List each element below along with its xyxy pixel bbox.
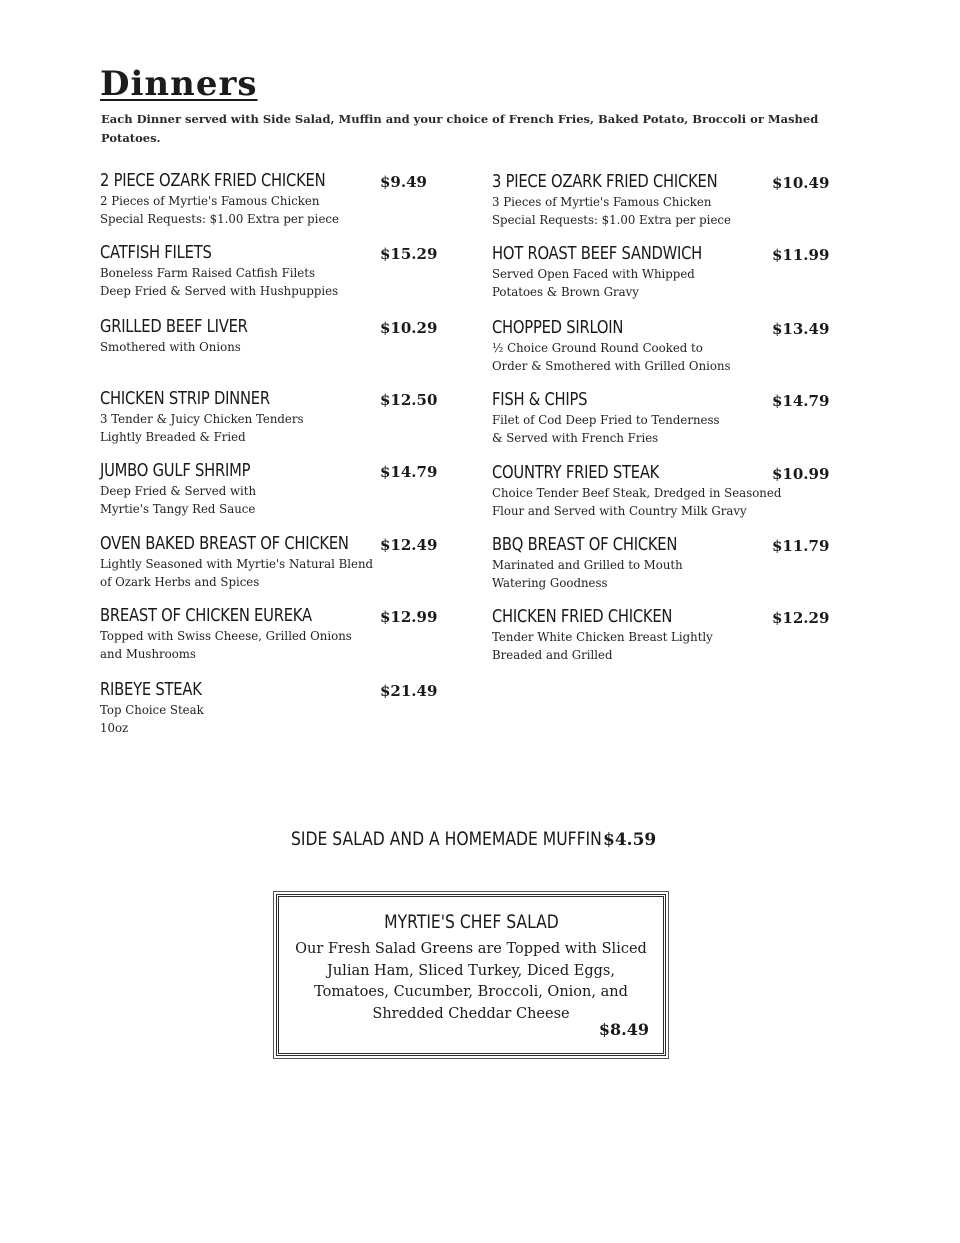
item-price: $11.79 xyxy=(772,537,830,555)
item-description xyxy=(100,192,420,228)
item-description xyxy=(492,193,812,229)
description-line: Tomatoes, Cucumber, Broccoli, Onion, and xyxy=(314,984,628,1000)
description-line: Julian Ham, Sliced Turkey, Diced Eggs, xyxy=(327,962,615,979)
chef-salad-title xyxy=(279,911,663,933)
item-description xyxy=(100,482,420,518)
item-price: $15.29 xyxy=(380,245,438,263)
description-line: Potatoes & Brown Gravy xyxy=(492,284,639,299)
item-description xyxy=(100,701,420,737)
item-price: $12.29 xyxy=(772,609,830,627)
item-name: BREAST OF CHICKEN EUREKA xyxy=(100,605,312,626)
item-name: OVEN BAKED BREAST OF CHICKEN xyxy=(100,533,349,554)
item-name: CHOPPED SIRLOIN xyxy=(492,317,624,338)
combo-price: $4.59 xyxy=(603,830,657,850)
description-line: Lightly Seasoned with Myrtie's Natural Blend xyxy=(100,556,374,571)
description-line: Deep Fried & Served with xyxy=(100,483,257,498)
item-name: FISH & CHIPS xyxy=(492,389,588,410)
description-line: Tender White Chicken Breast Lightly xyxy=(492,629,713,644)
description-line: Shredded Cheddar Cheese xyxy=(372,1005,570,1022)
item-price: $12.99 xyxy=(380,608,438,626)
item-description xyxy=(100,627,420,663)
description-line: Special Requests: $1.00 Extra per piece xyxy=(492,212,731,227)
item-name: CHICKEN STRIP DINNER xyxy=(100,388,270,409)
chef-salad-description xyxy=(279,939,663,1025)
item-name: JUMBO GULF SHRIMP xyxy=(100,460,251,481)
description-line: and Mushrooms xyxy=(100,646,196,661)
side-salad-combo xyxy=(291,828,670,850)
description-line: Deep Fried & Served with Hushpuppies xyxy=(100,283,339,298)
description-line: Marinated and Grilled to Mouth xyxy=(492,557,683,572)
item-price: $14.79 xyxy=(772,392,830,410)
item-price: $21.49 xyxy=(380,682,438,700)
description-line: Top Choice Steak xyxy=(100,702,204,717)
item-description xyxy=(100,410,420,446)
item-name: RIBEYE STEAK xyxy=(100,679,202,700)
description-line: Myrtie's Tangy Red Sauce xyxy=(100,501,256,516)
chef-salad-name: MYRTIE'S CHEF SALAD xyxy=(383,911,559,933)
item-price: $14.79 xyxy=(380,463,438,481)
description-line: 2 Pieces of Myrtie's Famous Chicken xyxy=(100,193,320,208)
description-line: Served Open Faced with Whipped xyxy=(492,266,695,281)
description-line: Special Requests: $1.00 Extra per piece xyxy=(100,211,339,226)
description-line: Smothered with Onions xyxy=(100,339,241,354)
item-description xyxy=(492,484,812,520)
dinner-intro: Each Dinner served with Side Salad, Muffin and your choice of French Fries, Baked Potato, Broccoli or Mashed Potatoes. xyxy=(101,112,819,145)
item-name: BBQ BREAST OF CHICKEN xyxy=(492,534,678,555)
page-title: Dinners xyxy=(100,64,258,104)
item-name: HOT ROAST BEEF SANDWICH xyxy=(492,243,703,264)
item-name: GRILLED BEEF LIVER xyxy=(100,316,248,337)
item-price: $12.50 xyxy=(380,391,438,409)
description-line: 3 Pieces of Myrtie's Famous Chicken xyxy=(492,194,712,209)
item-price: $12.49 xyxy=(380,536,438,554)
description-line: 10oz xyxy=(100,720,129,735)
item-price: $13.49 xyxy=(772,320,830,338)
item-description xyxy=(100,555,420,591)
description-line: Lightly Breaded & Fried xyxy=(100,429,246,444)
item-description xyxy=(492,556,812,592)
item-description xyxy=(492,628,812,664)
description-line: & Served with French Fries xyxy=(492,430,659,445)
chef-salad-price: $8.49 xyxy=(598,1020,649,1039)
description-line: Flour and Served with Country Milk Gravy xyxy=(492,503,747,518)
description-line: Boneless Farm Raised Catfish Filets xyxy=(100,265,315,280)
item-name: CATFISH FILETS xyxy=(100,242,212,263)
item-description xyxy=(492,265,812,301)
item-description xyxy=(100,264,420,300)
combo-name: SIDE SALAD AND A HOMEMADE MUFFIN xyxy=(291,828,602,850)
item-price: $11.99 xyxy=(772,246,830,264)
description-line: Watering Goodness xyxy=(492,575,608,590)
item-price: $9.49 xyxy=(380,173,427,191)
item-name: 2 PIECE OZARK FRIED CHICKEN xyxy=(100,170,326,191)
description-line: Order & Smothered with Grilled Onions xyxy=(492,358,731,373)
item-description xyxy=(492,411,812,447)
item-name: CHICKEN FRIED CHICKEN xyxy=(492,606,673,627)
description-line: Choice Tender Beef Steak, Dredged in Seasoned xyxy=(492,485,782,500)
description-line: of Ozark Herbs and Spices xyxy=(100,574,260,589)
item-description xyxy=(492,339,812,375)
description-line: ½ Choice Ground Round Cooked to xyxy=(492,340,703,355)
item-price: $10.99 xyxy=(772,465,830,483)
description-line: 3 Tender & Juicy Chicken Tenders xyxy=(100,411,304,426)
description-line: Breaded and Grilled xyxy=(492,647,613,662)
chef-salad-box xyxy=(276,894,666,1056)
item-description xyxy=(100,338,420,356)
item-name: COUNTRY FRIED STEAK xyxy=(492,462,660,483)
description-line: Filet of Cod Deep Fried to Tenderness xyxy=(492,412,720,427)
item-price: $10.49 xyxy=(772,174,830,192)
description-line: Our Fresh Salad Greens are Topped with Sliced xyxy=(295,941,647,957)
item-price: $10.29 xyxy=(380,319,438,337)
description-line: Topped with Swiss Cheese, Grilled Onions xyxy=(100,628,352,643)
item-name: 3 PIECE OZARK FRIED CHICKEN xyxy=(492,171,718,192)
